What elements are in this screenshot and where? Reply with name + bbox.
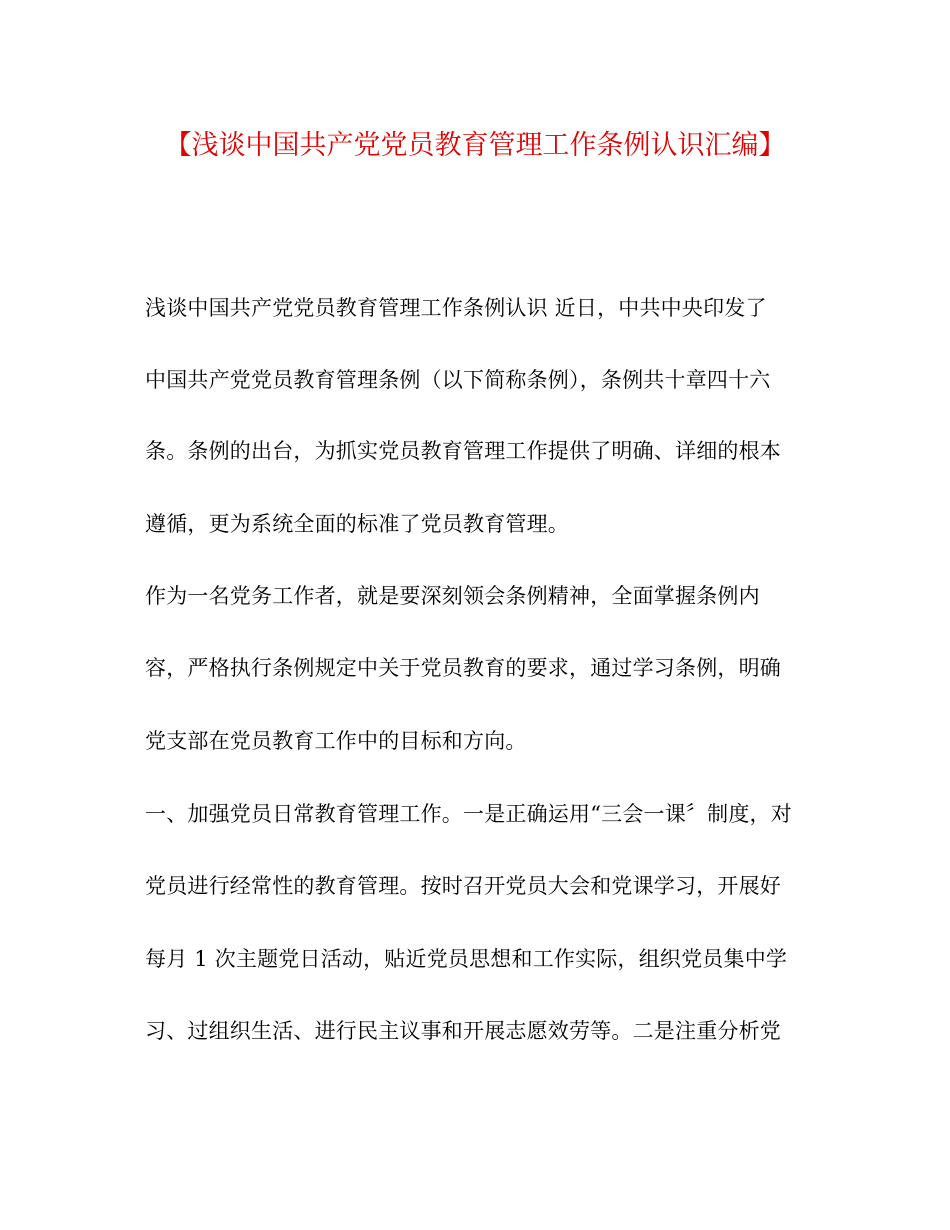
paragraph-line: 党支部在党员教育工作中的目标和方向。 bbox=[145, 729, 527, 753]
paragraph-line: 作为一名党务工作者，就是要深刻领会条例精神，全面掌握条例内 bbox=[145, 584, 760, 608]
paragraph-line: 习、过组织生活、进行民主议事和开展志愿效劳等。二是注重分析党 bbox=[145, 1019, 781, 1043]
paragraph-line: 浅谈中国共产党党员教育管理工作条例认识 近日，中共中央印发了 bbox=[145, 296, 767, 320]
paragraph-line: 遵循，更为系统全面的标准了党员教育管理。 bbox=[145, 512, 569, 536]
paragraph-line: 条。条例的出台，为抓实党员教育管理工作提供了明确、详细的根本 bbox=[145, 439, 781, 463]
paragraph-line: 每月 1 次主题党日活动，贴近党员思想和工作实际，组织党员集中学 bbox=[145, 947, 788, 971]
document-title: 【浅谈中国共产党党员教育管理工作条例认识汇编】 bbox=[164, 130, 786, 161]
paragraph-line: 一、加强党员日常教育管理工作。一是正确运用“三会一课〞制度，对 bbox=[145, 802, 792, 826]
paragraph-line: 党员进行经常性的教育管理。按时召开党员大会和党课学习，开展好 bbox=[145, 874, 781, 898]
paragraph-line: 容，严格执行条例规定中关于党员教育的要求，通过学习条例，明确 bbox=[145, 656, 781, 680]
paragraph-line: 中国共产党党员教育管理条例（以下简称条例），条例共十章四十六 bbox=[145, 368, 771, 392]
